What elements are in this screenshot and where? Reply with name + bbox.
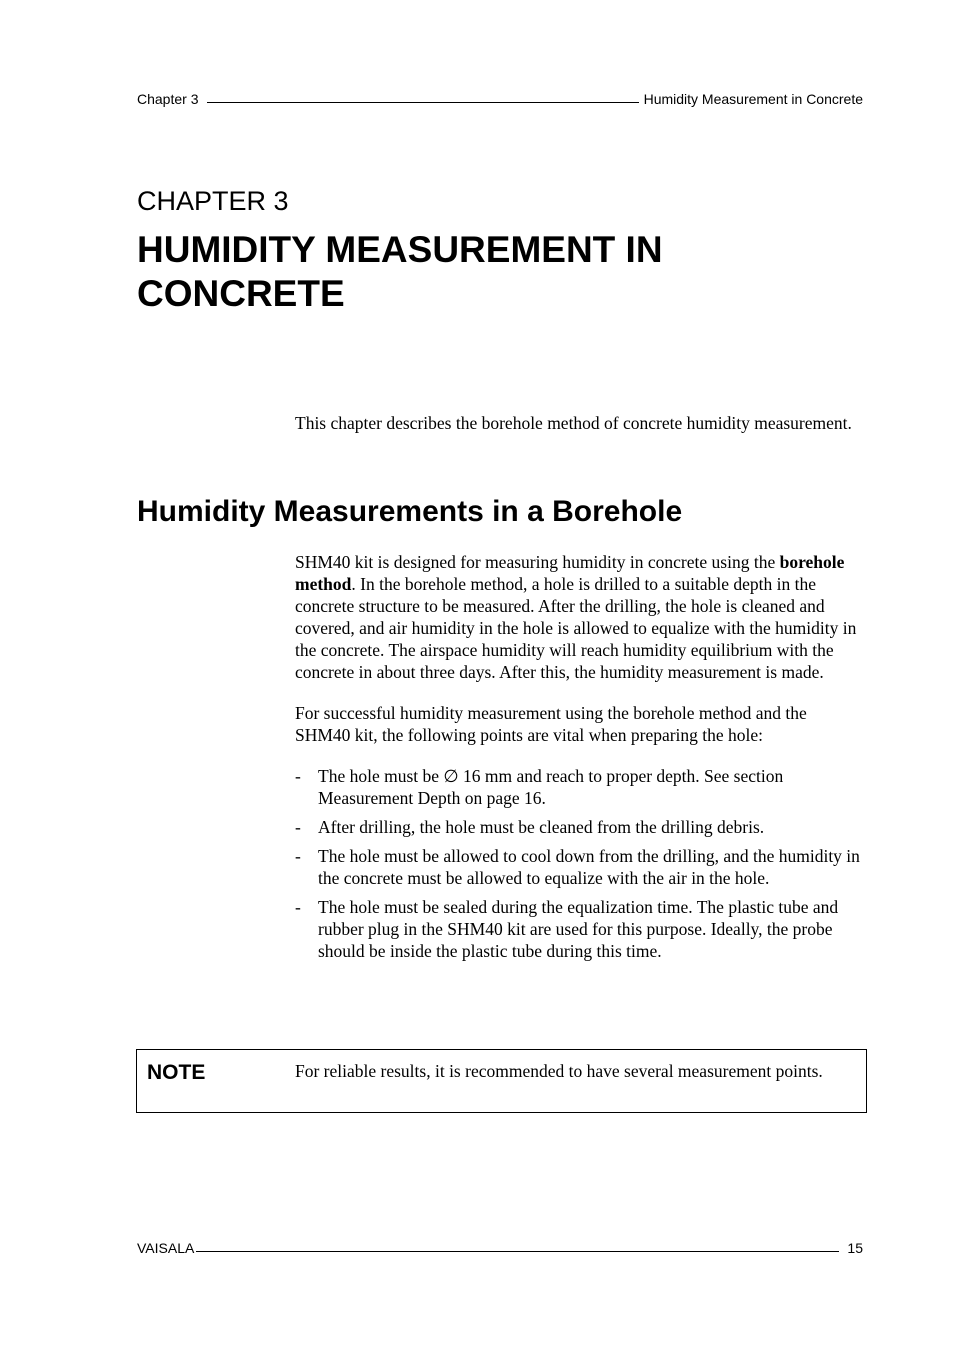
header-rule bbox=[207, 101, 638, 103]
bullet-dash: - bbox=[295, 766, 301, 786]
section-body bbox=[295, 551, 863, 969]
bullet-list bbox=[295, 765, 863, 962]
chapter-title: HUMIDITY MEASUREMENT IN CONCRETE bbox=[137, 229, 663, 314]
paragraph-borehole-method: SHM40 kit is designed for measuring humidity in concrete using the borehole method. In the borehole method, a hole is drilled to a suitable depth in the concrete structure to be measured. After the drilling, the hole is cleaned and covered, and air humidity in the hole is allowed to equalize with the humidity in the concrete. The airspace humidity will reach humidity equilibrium with the concrete in about three days. After this, the humidity measurement is made. bbox=[295, 552, 857, 682]
running-footer bbox=[137, 1240, 863, 1256]
running-header bbox=[137, 91, 863, 107]
footer-company: VAISALA bbox=[137, 1240, 195, 1256]
note-box bbox=[136, 1049, 867, 1113]
list-item: - The hole must be allowed to cool down from the drilling, and the humidity in the concrete must be allowed to equalize with the air in the hole. bbox=[295, 846, 860, 888]
section-heading: Humidity Measurements in a Borehole bbox=[137, 495, 683, 528]
paragraph-vital-points: For successful humidity measurement using the borehole method and the SHM40 kit, the following points are vital when preparing the hole: bbox=[295, 703, 807, 745]
intro-paragraph: This chapter describes the borehole method of concrete humidity measurement. bbox=[295, 413, 852, 433]
header-title: Humidity Measurement in Concrete bbox=[643, 91, 863, 107]
list-item: - After drilling, the hole must be cleaned from the drilling debris. bbox=[295, 817, 765, 837]
note-label: NOTE bbox=[147, 1061, 206, 1084]
header-chapter: Chapter 3 bbox=[137, 91, 199, 107]
bullet-dash: - bbox=[295, 846, 301, 866]
footer-rule bbox=[196, 1250, 839, 1252]
list-item: - The hole must be ∅ 16 mm and reach to proper depth. See section Measurement Depth on page 16. bbox=[295, 766, 784, 808]
bold-term: borehole method bbox=[295, 552, 845, 594]
page-number: 15 bbox=[847, 1240, 863, 1256]
note-text: For reliable results, it is recommended to have several measurement points. bbox=[295, 1061, 823, 1081]
bullet-dash: - bbox=[295, 897, 301, 917]
chapter-label: CHAPTER 3 bbox=[137, 186, 289, 216]
list-item: - The hole must be sealed during the equalization time. The plastic tube and rubber plug in the SHM40 kit are used for this purpose. Ideally, the probe should be inside the plastic tube during this time. bbox=[295, 897, 839, 961]
bullet-dash: - bbox=[295, 817, 301, 837]
